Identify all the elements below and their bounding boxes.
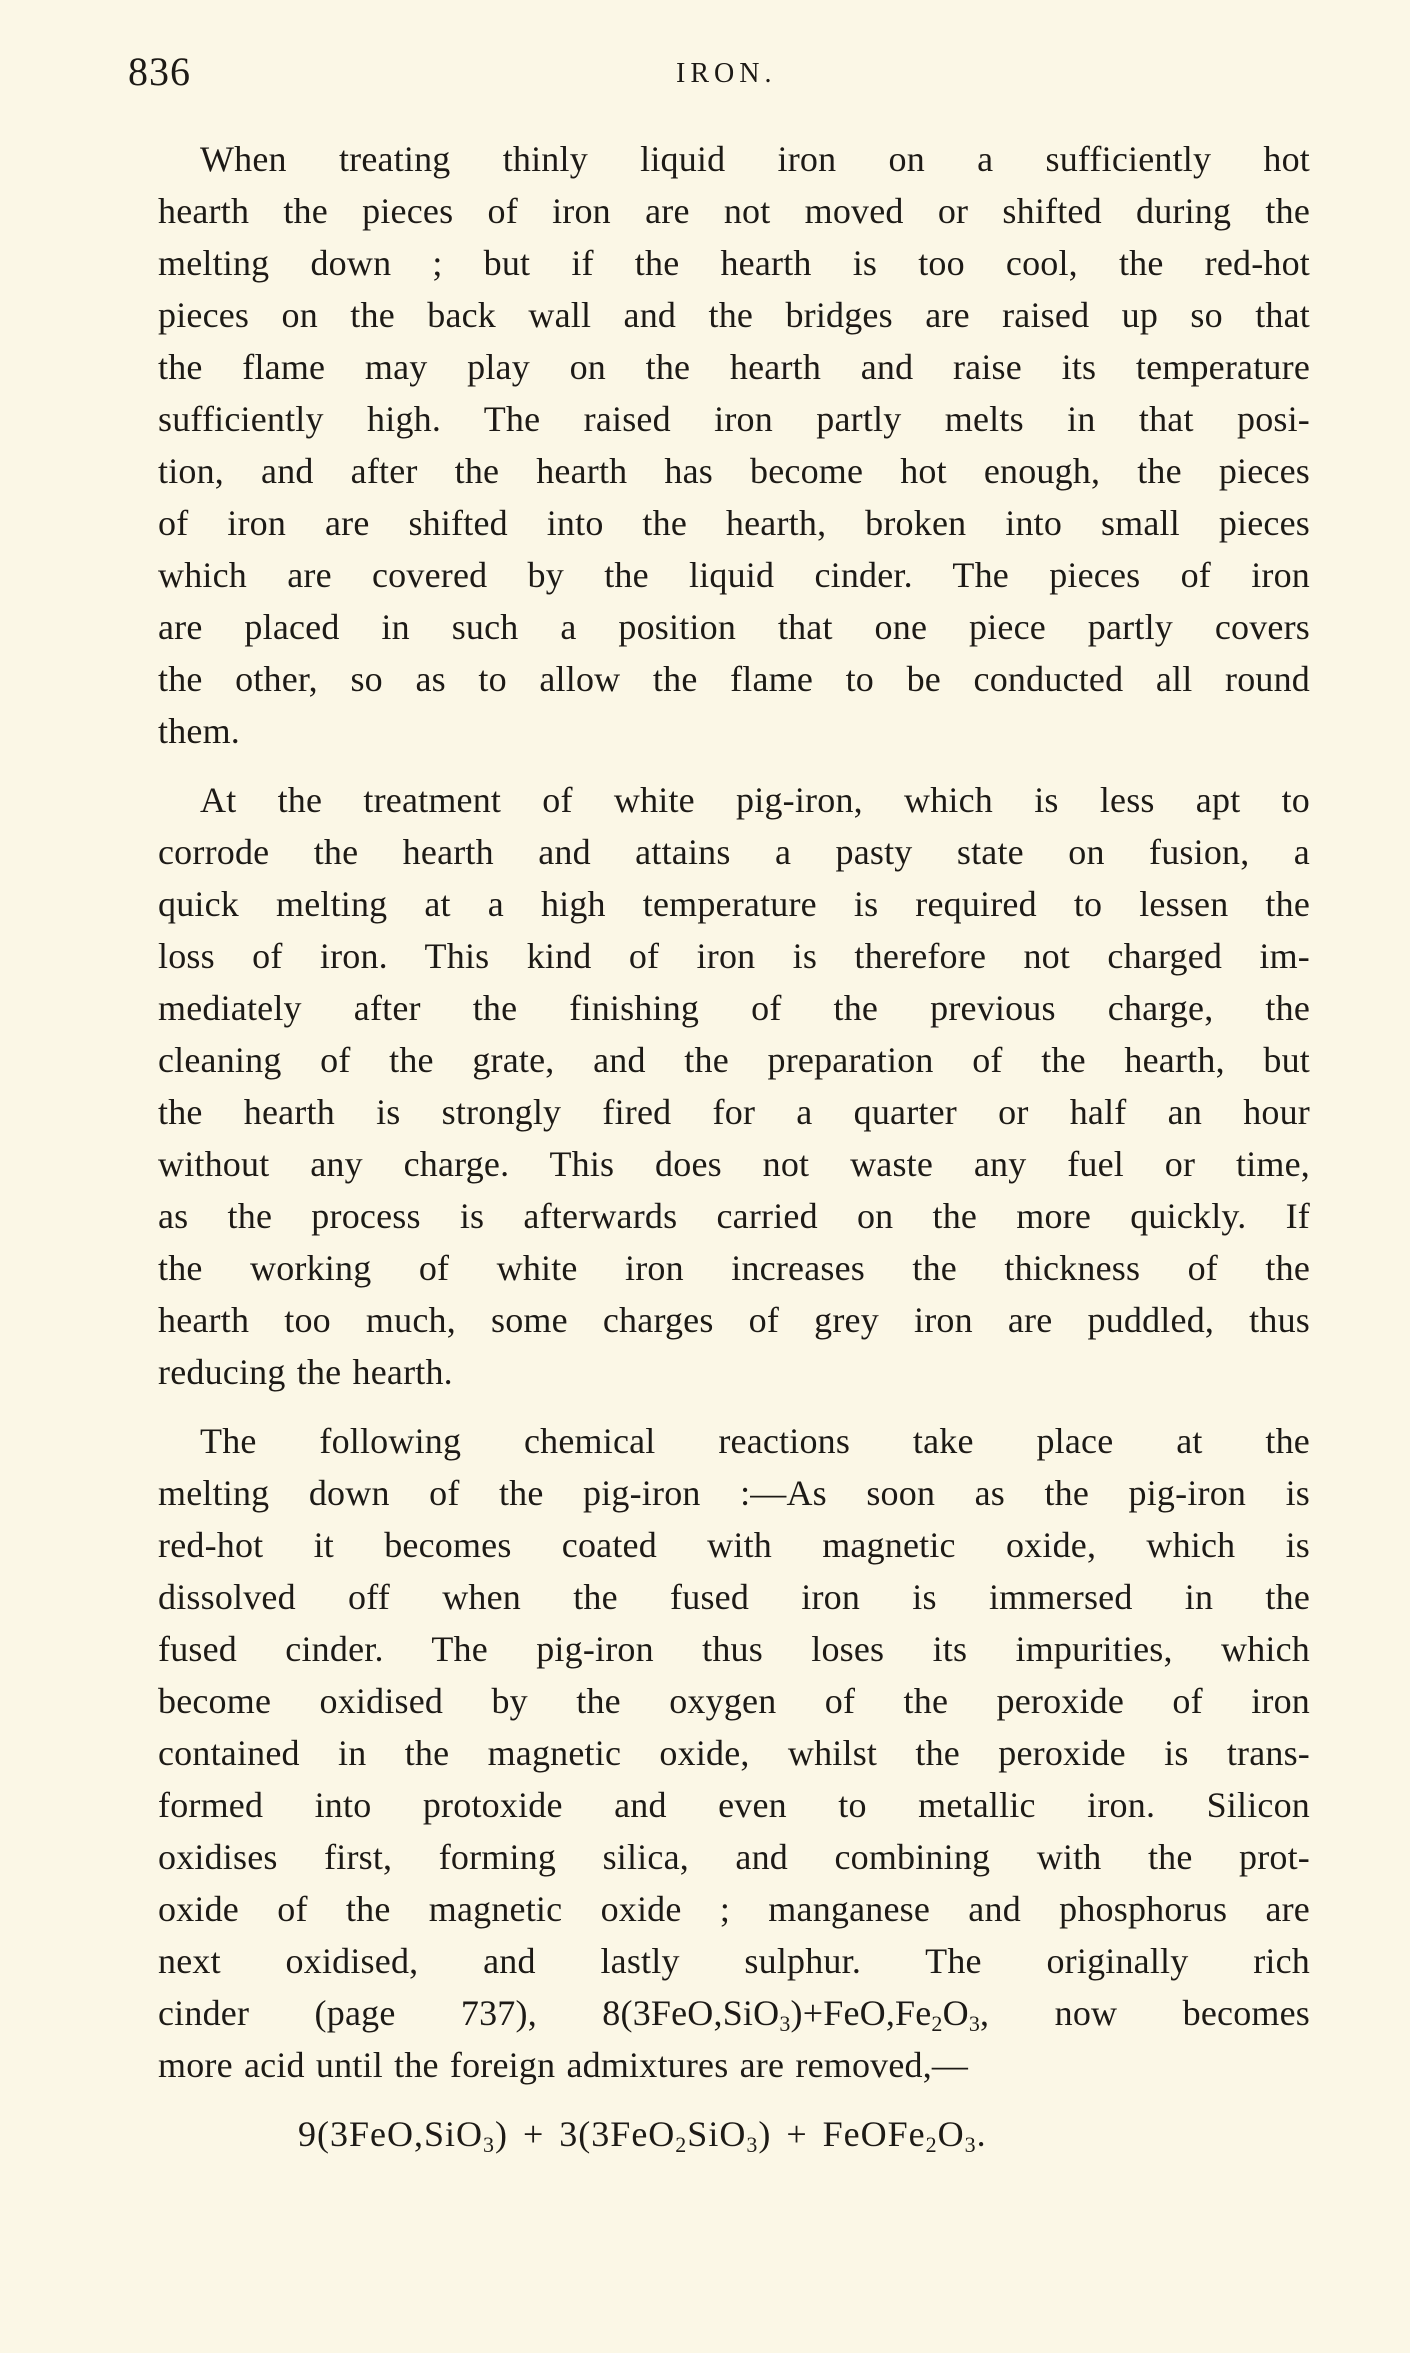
page-header: [128, 48, 1228, 108]
text-line: [158, 1987, 1310, 2039]
text-run: cinder (page 737), 8(3FeO,SiO: [158, 1993, 780, 2033]
paragraph-gap: [158, 1398, 1310, 1415]
subscript: 3: [964, 2132, 977, 2157]
text-line: which are covered by the liquid cinder. The pieces of iron: [158, 555, 1310, 595]
subscript: 3: [968, 2011, 981, 2036]
text-run: )+FeO,Fe: [790, 1993, 932, 2033]
text-run: .: [976, 2114, 987, 2154]
text-line: When treating thinly liquid iron on a sufficiently hot: [200, 139, 1310, 179]
text-line: without any charge. This does not waste any fuel or time,: [158, 1144, 1310, 1184]
text-line: mediately after the finishing of the previous charge, the: [158, 988, 1310, 1028]
text-line: At the treatment of white pig-iron, which is less apt to: [200, 780, 1310, 820]
text-line: hearth the pieces of iron are not moved or shifted during the: [158, 191, 1310, 231]
text-line: as the process is afterwards carried on the more quickly. If: [158, 1196, 1310, 1236]
text-run: ) + FeOFe: [758, 2114, 926, 2154]
text-line: are placed in such a position that one piece partly covers: [158, 607, 1310, 647]
text-line: the hearth is strongly fired for a quarter or half an hour: [158, 1092, 1310, 1132]
text-run: SiO: [687, 2114, 747, 2154]
text-line: red-hot it becomes coated with magnetic oxide, which is: [158, 1525, 1310, 1565]
text-line: loss of iron. This kind of iron is therefore not charged im-: [158, 936, 1310, 976]
text-line: become oxidised by the oxygen of the peroxide of iron: [158, 1681, 1310, 1721]
text-line: next oxidised, and lastly sulphur. The originally rich: [158, 1941, 1310, 1981]
paragraph-gap: [158, 2091, 1310, 2108]
text-line: corrode the hearth and attains a pasty state on fusion, a: [158, 832, 1310, 872]
text-run: 9(3FeO,SiO: [298, 2114, 484, 2154]
text-line: reducing the hearth.: [158, 1352, 453, 1392]
subscript: 3: [483, 2132, 496, 2157]
text-run: , now becomes: [980, 1993, 1310, 2033]
text-run: ) + 3(3FeO: [495, 2114, 676, 2154]
subscript: 3: [779, 2011, 791, 2036]
text-line: dissolved off when the fused iron is immersed in the: [158, 1577, 1310, 1617]
text-line: the other, so as to allow the flame to be conducted all round: [158, 659, 1310, 699]
text-line: formed into protoxide and even to metallic iron. Silicon: [158, 1785, 1310, 1825]
chemical-formula: [158, 2108, 1310, 2160]
paragraph-gap: [158, 757, 1310, 774]
paragraph: [158, 1415, 1310, 2091]
paragraph: [158, 133, 1310, 757]
subscript: 2: [675, 2132, 688, 2157]
text-line: the flame may play on the hearth and raise its temperature: [158, 347, 1310, 387]
subscript: 2: [925, 2132, 938, 2157]
text-line: melting down of the pig-iron :—As soon as the pig-iron is: [158, 1473, 1310, 1513]
text-line: oxidises first, forming silica, and combining with the prot-: [158, 1837, 1310, 1877]
text-line: melting down ; but if the hearth is too cool, the red-hot: [158, 243, 1310, 283]
text-line: The following chemical reactions take place at the: [200, 1421, 1310, 1461]
text-run: O: [937, 2114, 965, 2154]
page-number: 836: [128, 49, 191, 94]
text-line: fused cinder. The pig-iron thus loses its impurities, which: [158, 1629, 1310, 1669]
text-line: contained in the magnetic oxide, whilst the peroxide is trans-: [158, 1733, 1310, 1773]
text-line: cleaning of the grate, and the preparation of the hearth, but: [158, 1040, 1310, 1080]
text-line: more acid until the foreign admixtures are removed,—: [158, 2045, 969, 2085]
text-line: oxide of the magnetic oxide ; manganese and phosphorus are: [158, 1889, 1310, 1929]
text-line: quick melting at a high temperature is required to lessen the: [158, 884, 1310, 924]
subscript: 2: [931, 2011, 943, 2036]
body-text: [158, 133, 1310, 2160]
text-line: of iron are shifted into the hearth, broken into small pieces: [158, 503, 1310, 543]
text-run: O: [942, 1993, 969, 2033]
text-line: the working of white iron increases the thickness of the: [158, 1248, 1310, 1288]
paragraph: [158, 774, 1310, 1398]
text-line: sufficiently high. The raised iron partly melts in that posi-: [158, 399, 1310, 439]
running-head: IRON.: [676, 58, 777, 89]
text-line: pieces on the back wall and the bridges are raised up so that: [158, 295, 1310, 335]
text-line: them.: [158, 711, 240, 751]
text-line: tion, and after the hearth has become hot enough, the pieces: [158, 451, 1310, 491]
subscript: 3: [746, 2132, 759, 2157]
text-line: hearth too much, some charges of grey iron are puddled, thus: [158, 1300, 1310, 1340]
